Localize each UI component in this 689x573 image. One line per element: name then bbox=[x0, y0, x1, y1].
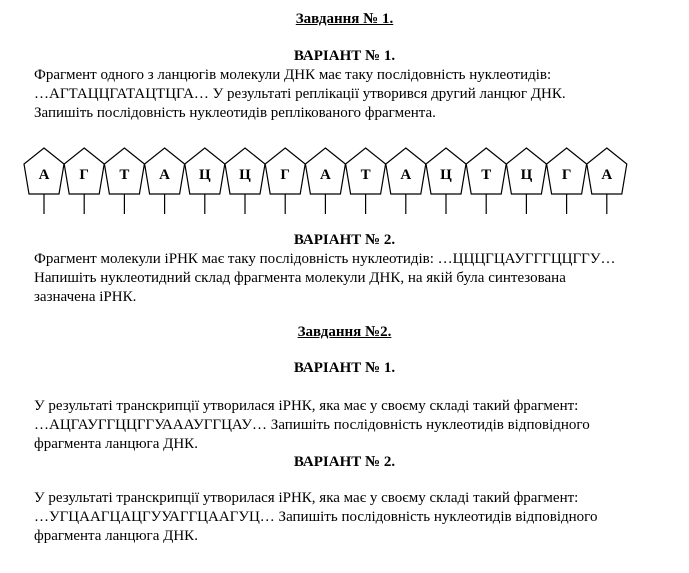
task2-title: Завдання №2. bbox=[297, 324, 392, 340]
task1-variant1-line-2: …АГТАЦЦГАТАЦТЦГА… У результаті реплікації утворився другий ланцюг ДНК. bbox=[34, 86, 566, 102]
task1-variant2-line-3: зазначена іРНК. bbox=[34, 289, 137, 305]
nucleotide-letter: Г bbox=[79, 167, 89, 183]
nucleotide-letter: А bbox=[159, 167, 171, 183]
task1-title: Завдання № 1. bbox=[295, 11, 394, 27]
task2-variant1-line-2: …АЦГАУГГЦЦГГУАААУГГЦАУ… Запишіть послідовність нуклеотидів відповідного bbox=[34, 417, 590, 433]
nucleotide-2 bbox=[64, 148, 104, 214]
task1-variant2-line-1: Фрагмент молекули іРНК має таку послідовність нуклеотидів: …ЦЦЦГЦАУГГГЦЦГГУ… bbox=[34, 251, 616, 267]
nucleotide-letter: Г bbox=[561, 167, 572, 183]
task2-variant2-line-3: фрагмента ланцюга ДНК. bbox=[34, 528, 198, 544]
nucleotide-6 bbox=[225, 148, 265, 214]
nucleotide-letter: Ц bbox=[239, 167, 251, 183]
nucleotide-letter: Г bbox=[280, 167, 290, 183]
nucleotide-letter: Т bbox=[481, 167, 492, 183]
nucleotide-letter: А bbox=[319, 167, 331, 183]
task2-variant2-text bbox=[34, 489, 674, 546]
nucleotide-11 bbox=[426, 148, 466, 214]
task1-variant1-line-1: Фрагмент одного з ланцюгів молекули ДНК має таку послідовність нуклеотидів: bbox=[34, 67, 552, 83]
task2-variant1-text bbox=[34, 397, 674, 454]
nucleotide-15 bbox=[587, 148, 627, 214]
task1-variant1-line-3: Запишіть послідовність нуклеотидів реплікованого фрагмента. bbox=[34, 105, 436, 121]
task1-variant2-text bbox=[34, 250, 674, 307]
task2-variant1-line-1: У результаті транскрипції утворилася іРНК, яка має у своєму складі такий фрагмент: bbox=[34, 398, 579, 414]
task2-variant2-line-1: У результаті транскрипції утворилася іРНК, яка має у своєму складі такий фрагмент: bbox=[34, 490, 579, 506]
nucleotide-8 bbox=[305, 148, 345, 214]
nucleotide-letter: Т bbox=[360, 167, 371, 183]
task2-variant2-heading: ВАРІАНТ № 2. bbox=[293, 454, 396, 470]
nucleotide-9 bbox=[346, 148, 386, 214]
task2-variant1-line-3: фрагмента ланцюга ДНК. bbox=[34, 436, 198, 452]
nucleotide-13 bbox=[506, 148, 546, 214]
nucleotide-letter: Ц bbox=[198, 167, 211, 183]
task1-variant2-line-2: Напишіть нуклеотидний склад фрагмента молекули ДНК, на якій була синтезована bbox=[34, 270, 566, 286]
nucleotide-7 bbox=[265, 148, 305, 214]
nucleotide-letter: Ц bbox=[440, 167, 452, 183]
task1-variant2-heading: ВАРІАНТ № 2. bbox=[293, 232, 396, 248]
nucleotide-letter: Ц bbox=[520, 167, 533, 183]
nucleotide-10 bbox=[386, 148, 426, 214]
nucleotide-letter: А bbox=[601, 167, 613, 183]
nucleotide-3 bbox=[104, 148, 144, 214]
nucleotide-4 bbox=[145, 148, 185, 214]
task2-variant2-line-2: …УГЦААГЦАЦГУУАГГЦААГУЦ… Запишіть послідовність нуклеотидів відповідного bbox=[34, 509, 598, 525]
nucleotide-1 bbox=[24, 148, 64, 214]
nucleotide-5 bbox=[185, 148, 225, 214]
nucleotide-letter: А bbox=[400, 167, 412, 183]
nucleotide-letter: А bbox=[38, 167, 50, 183]
task2-variant1-heading: ВАРІАНТ № 1. bbox=[293, 360, 396, 376]
nucleotide-12 bbox=[466, 148, 506, 214]
nucleotide-letter: Т bbox=[119, 167, 130, 183]
task1-variant1-heading: ВАРІАНТ № 1. bbox=[293, 48, 396, 64]
nucleotide-14 bbox=[547, 148, 587, 214]
